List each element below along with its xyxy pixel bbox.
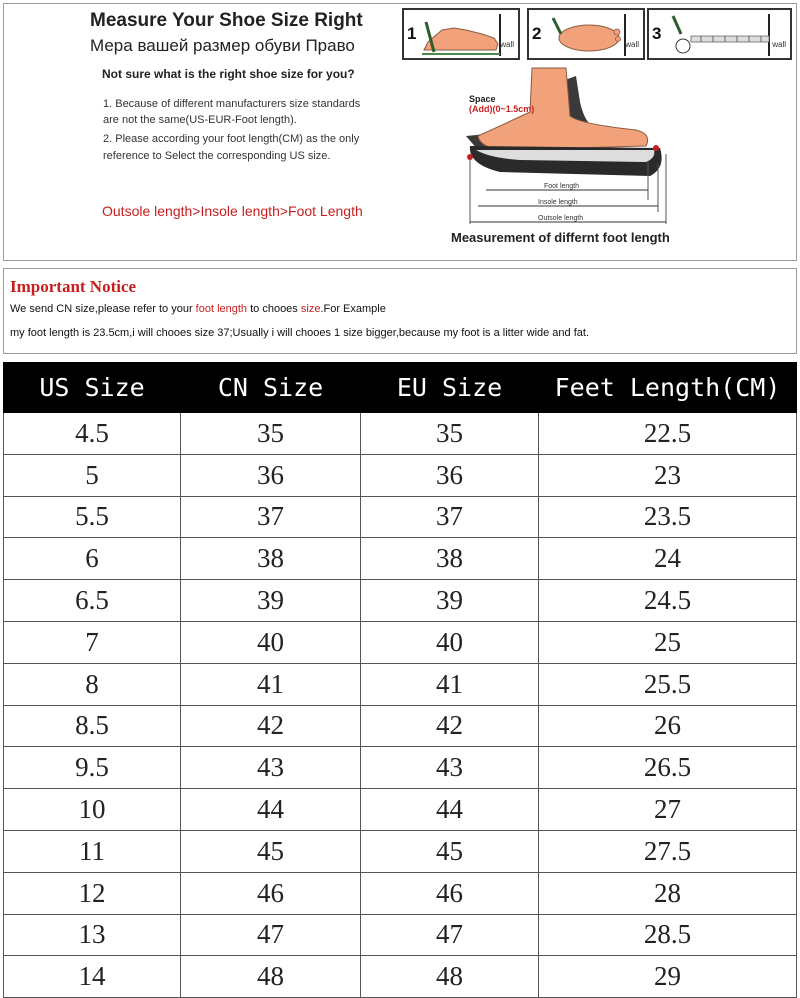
us-size-cell: 13 [4, 914, 181, 956]
eu-size-cell: 43 [361, 747, 539, 789]
feet-length-cell: 24.5 [539, 580, 797, 622]
feet-length-cell: 25.5 [539, 663, 797, 705]
space-label [469, 94, 534, 114]
notice-highlight-foot-length: foot length [195, 303, 248, 315]
feet-length-cell: 27 [539, 789, 797, 831]
insole-length-label: Insole length [538, 199, 578, 206]
eu-size-cell: 41 [361, 663, 539, 705]
cn-size-cell: 40 [181, 621, 361, 663]
guide-question: Not sure what is the right shoe size for you? [102, 67, 355, 81]
cn-size-cell: 43 [181, 747, 361, 789]
measurement-steps [402, 8, 794, 62]
size-chart-table [3, 362, 797, 998]
step-number: 3 [652, 24, 662, 43]
header-feet-length: Feet Length(CM) [539, 363, 797, 413]
feet-length-cell: 28 [539, 872, 797, 914]
feet-length-cell: 22.5 [539, 413, 797, 455]
guide-note-1-line-2: are not the same(US-EUR-Foot length). [103, 114, 297, 126]
eu-size-cell: 36 [361, 454, 539, 496]
cn-size-cell: 44 [181, 789, 361, 831]
cn-size-cell: 37 [181, 496, 361, 538]
wall-label: wall [500, 40, 514, 49]
eu-size-cell: 39 [361, 580, 539, 622]
foot-against-wall-icon [420, 12, 506, 58]
eu-size-cell: 47 [361, 914, 539, 956]
outsole-note: Outsole length>Insole length>Foot Length [102, 203, 363, 219]
feet-length-cell: 26.5 [539, 747, 797, 789]
feet-length-cell: 27.5 [539, 830, 797, 872]
table-row [4, 705, 797, 747]
notice-line-2: my foot length is 23.5cm,i will chooes size 37;Usually i will chooes 1 size bigger,because my foot is a litter wide and fat. [10, 327, 589, 339]
notice-title: Important Notice [10, 277, 137, 296]
cn-size-cell: 45 [181, 830, 361, 872]
eu-size-cell: 45 [361, 830, 539, 872]
header-eu-size: EU Size [361, 363, 539, 413]
eu-size-cell: 40 [361, 621, 539, 663]
header-cn-size: CN Size [181, 363, 361, 413]
eu-size-cell: 37 [361, 496, 539, 538]
space-label-title: Space [469, 94, 496, 104]
notice-text: .For Example [320, 303, 386, 315]
cn-size-cell: 38 [181, 538, 361, 580]
step-1 [402, 8, 520, 60]
table-row [4, 956, 797, 998]
us-size-cell: 10 [4, 789, 181, 831]
table-row [4, 830, 797, 872]
eu-size-cell: 44 [361, 789, 539, 831]
feet-length-cell: 23 [539, 454, 797, 496]
step-number: 2 [532, 24, 542, 43]
table-row [4, 454, 797, 496]
notice-text: to chooes [247, 303, 301, 315]
cn-size-cell: 47 [181, 914, 361, 956]
us-size-cell: 5.5 [4, 496, 181, 538]
us-size-cell: 9.5 [4, 747, 181, 789]
wall-label: wall [772, 40, 786, 49]
table-row [4, 496, 797, 538]
cn-size-cell: 39 [181, 580, 361, 622]
table-row [4, 872, 797, 914]
table-row [4, 914, 797, 956]
guide-title: Measure Your Shoe Size Right [90, 10, 363, 31]
header-us-size: US Size [4, 363, 181, 413]
notice-line-1 [10, 303, 386, 315]
notice-highlight-size: size [300, 303, 321, 315]
guide-note-2-line-1: 2. Please according your foot length(CM) as the only [103, 133, 360, 145]
us-size-cell: 12 [4, 872, 181, 914]
feet-length-cell: 25 [539, 621, 797, 663]
eu-size-cell: 48 [361, 956, 539, 998]
table-row [4, 663, 797, 705]
table-header-row [4, 363, 797, 413]
step-number: 1 [407, 24, 417, 43]
eu-size-cell: 35 [361, 413, 539, 455]
us-size-cell: 5 [4, 454, 181, 496]
diagram-caption: Measurement of differnt foot length [451, 230, 670, 245]
table-row [4, 747, 797, 789]
us-size-cell: 6 [4, 538, 181, 580]
guide-note-2-line-2: reference to Select the corresponding US size. [103, 150, 331, 162]
outsole-length-label: Outsole length [538, 215, 584, 222]
eu-size-cell: 46 [361, 872, 539, 914]
table-row [4, 621, 797, 663]
us-size-cell: 7 [4, 621, 181, 663]
table-row [4, 580, 797, 622]
us-size-cell: 8 [4, 663, 181, 705]
us-size-cell: 8.5 [4, 705, 181, 747]
eu-size-cell: 42 [361, 705, 539, 747]
notice-text: We send CN size,please refer to your [10, 303, 196, 315]
us-size-cell: 6.5 [4, 580, 181, 622]
cn-size-cell: 42 [181, 705, 361, 747]
feet-length-cell: 29 [539, 956, 797, 998]
table-row [4, 789, 797, 831]
step-2 [527, 8, 645, 60]
eu-size-cell: 38 [361, 538, 539, 580]
guide-title-russian: Мера вашей размер обуви Право [90, 36, 355, 55]
guide-note-1-line-1: 1. Because of different manufacturers size standards [103, 98, 361, 110]
us-size-cell: 4.5 [4, 413, 181, 455]
cn-size-cell: 36 [181, 454, 361, 496]
table-row [4, 538, 797, 580]
foot-top-view-icon [545, 12, 631, 58]
feet-length-cell: 24 [539, 538, 797, 580]
us-size-cell: 11 [4, 830, 181, 872]
foot-length-diagram [460, 64, 680, 244]
feet-length-cell: 23.5 [539, 496, 797, 538]
us-size-cell: 14 [4, 956, 181, 998]
feet-length-cell: 26 [539, 705, 797, 747]
ruler-measure-icon [665, 12, 789, 58]
cn-size-cell: 41 [181, 663, 361, 705]
feet-length-cell: 28.5 [539, 914, 797, 956]
cn-size-cell: 46 [181, 872, 361, 914]
step-3 [647, 8, 792, 60]
cn-size-cell: 35 [181, 413, 361, 455]
table-row [4, 413, 797, 455]
space-range: (Add)(0~1.5cm) [469, 104, 535, 114]
foot-length-label: Foot length [544, 183, 580, 190]
wall-label: wall [625, 40, 639, 49]
important-notice [3, 268, 797, 354]
cn-size-cell: 48 [181, 956, 361, 998]
